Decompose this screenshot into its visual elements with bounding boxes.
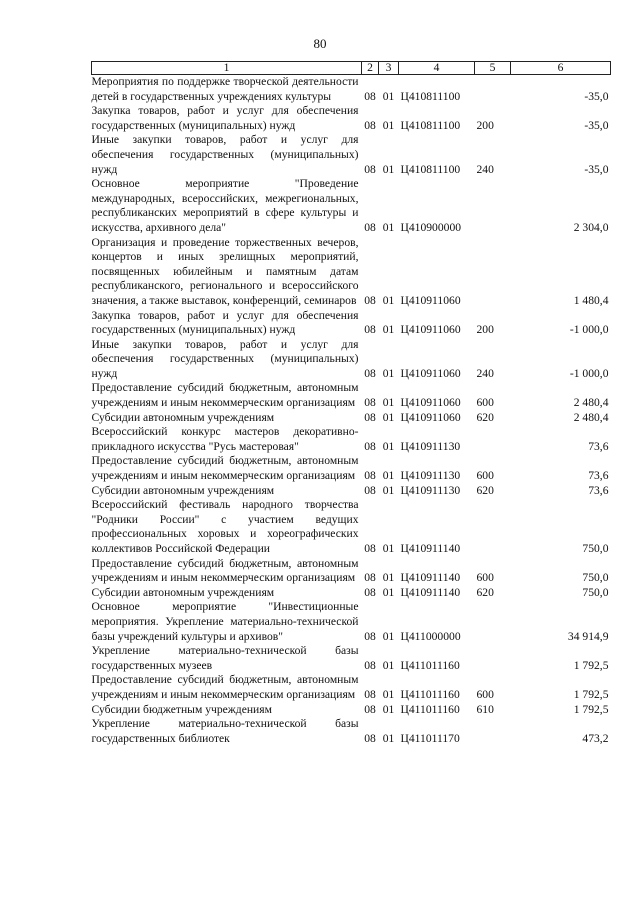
expense-type-code: 240 bbox=[476, 366, 494, 380]
section-code: 08 bbox=[364, 162, 376, 176]
table-row bbox=[92, 425, 611, 454]
section-code: 08 bbox=[364, 687, 376, 701]
amount: -1 000,0 bbox=[569, 323, 609, 337]
amount: 73,6 bbox=[588, 439, 609, 453]
target-article-code: Ц410911140 bbox=[400, 571, 461, 585]
expense-type-code: 620 bbox=[476, 483, 494, 497]
expense-type-code bbox=[475, 425, 511, 454]
table-row bbox=[92, 236, 611, 309]
row-name: Закупка товаров, работ и услуг для обеспечения государственных (муниципальных) нужд bbox=[91, 308, 359, 337]
amount: 1 792,5 bbox=[573, 658, 609, 672]
amount: 34 914,9 bbox=[567, 629, 609, 643]
table-row bbox=[92, 557, 611, 586]
table-row bbox=[92, 104, 611, 133]
subsection-code: 01 bbox=[382, 571, 395, 585]
target-article-code: Ц410911060 bbox=[400, 396, 461, 410]
target-article-code: Ц410911130 bbox=[400, 483, 461, 497]
row-name: Субсидии автономным учреждениям bbox=[91, 410, 275, 424]
expense-type-code: 620 bbox=[476, 410, 494, 424]
expense-type-code bbox=[475, 75, 511, 105]
row-name: Закупка товаров, работ и услуг для обеспечения государственных (муниципальных) нужд bbox=[91, 104, 359, 132]
row-name: Иные закупки товаров, работ и услуг для обеспечения государственных (муниципальных) нужд bbox=[91, 337, 359, 380]
section-code: 08 bbox=[364, 469, 376, 483]
target-article-code: Ц410911060 bbox=[400, 410, 461, 424]
subsection-code: 01 bbox=[382, 220, 395, 234]
subsection-code: 01 bbox=[382, 162, 395, 176]
section-code: 08 bbox=[364, 323, 376, 337]
row-name: Основное мероприятие "Проведение международных, всероссийских, межрегиональных, республиканских мероприятий в сфере культуры и искусства, архивного дела" bbox=[91, 177, 359, 234]
target-article-code: Ц411000000 bbox=[400, 629, 461, 643]
row-name: Предоставление субсидий бюджетным, автономным учреждениям и иным некоммерческим организациям bbox=[91, 673, 359, 701]
row-name: Укрепление материально-технической базы государственных музеев bbox=[91, 644, 359, 672]
amount: 1 792,5 bbox=[573, 702, 609, 716]
header-col-4: 4 bbox=[399, 62, 475, 75]
table-row bbox=[92, 177, 611, 235]
section-code: 08 bbox=[364, 585, 376, 599]
section-code: 08 bbox=[364, 396, 376, 410]
subsection-code: 01 bbox=[382, 702, 395, 716]
amount: 750,0 bbox=[582, 542, 609, 555]
amount: 2 304,0 bbox=[573, 220, 609, 234]
subsection-code: 01 bbox=[382, 366, 395, 380]
expense-type-code bbox=[475, 177, 511, 235]
subsection-code: 01 bbox=[382, 396, 395, 410]
expense-type-code: 600 bbox=[476, 469, 494, 483]
target-article-code: Ц410811100 bbox=[400, 118, 461, 132]
table-row bbox=[92, 673, 611, 702]
header-col-3: 3 bbox=[379, 62, 399, 75]
amount: 1 480,4 bbox=[573, 293, 609, 307]
row-name: Укрепление материально-технической базы государственных библиотек bbox=[91, 717, 359, 745]
section-code: 08 bbox=[364, 410, 376, 424]
page-number: 80 bbox=[313, 36, 327, 51]
amount: 73,6 bbox=[588, 483, 609, 497]
target-article-code: Ц410811100 bbox=[400, 162, 461, 176]
table-row bbox=[92, 498, 611, 556]
row-name: Всероссийский фестиваль народного творчества "Родники России" с участием ведущих профессиональных хоровых и хореографических коллективов Российской Федерации bbox=[91, 498, 359, 555]
target-article-code: Ц410911060 bbox=[400, 323, 461, 337]
target-article-code: Ц411011160 bbox=[400, 658, 460, 672]
row-name: Субсидии бюджетным учреждениям bbox=[91, 702, 272, 716]
target-article-code: Ц410811100 bbox=[400, 89, 461, 103]
expense-type-code: 240 bbox=[476, 162, 494, 176]
section-code: 08 bbox=[364, 220, 376, 234]
budget-table bbox=[91, 61, 611, 746]
table-row bbox=[92, 644, 611, 673]
expense-type-code bbox=[475, 600, 511, 644]
subsection-code: 01 bbox=[382, 469, 395, 483]
section-code: 08 bbox=[364, 571, 376, 585]
amount: -35,0 bbox=[584, 89, 609, 103]
table-row bbox=[92, 381, 611, 410]
section-code: 08 bbox=[364, 542, 376, 555]
table-row bbox=[92, 338, 611, 382]
subsection-code: 01 bbox=[382, 585, 395, 599]
table-row bbox=[92, 454, 611, 483]
table-row bbox=[92, 309, 611, 338]
subsection-code: 01 bbox=[382, 118, 395, 132]
expense-type-code: 610 bbox=[476, 702, 494, 716]
table-row bbox=[92, 411, 611, 426]
expense-type-code: 600 bbox=[476, 396, 494, 410]
expense-type-code: 200 bbox=[476, 118, 494, 132]
amount: 2 480,4 bbox=[573, 410, 609, 424]
expense-type-code: 620 bbox=[476, 585, 494, 599]
table-header bbox=[92, 62, 611, 75]
amount: 750,0 bbox=[582, 571, 609, 585]
table-row bbox=[92, 703, 611, 718]
target-article-code: Ц411011160 bbox=[400, 702, 460, 716]
subsection-code: 01 bbox=[382, 658, 395, 672]
subsection-code: 01 bbox=[382, 687, 395, 701]
section-code: 08 bbox=[364, 293, 376, 307]
amount: 473,2 bbox=[582, 731, 609, 745]
table-row bbox=[92, 75, 611, 105]
header-col-6: 6 bbox=[511, 62, 611, 75]
amount: -35,0 bbox=[584, 162, 609, 176]
row-name: Предоставление субсидий бюджетным, автономным учреждениям и иным некоммерческим организациям bbox=[91, 454, 359, 483]
amount: -35,0 bbox=[584, 118, 609, 132]
row-name: Основное мероприятие "Инвестиционные мероприятия. Укрепление материально-технической базы учреждений культуры и архивов" bbox=[91, 600, 359, 643]
row-name: Организация и проведение торжественных вечеров, концертов и иных зрелищных мероприятий, посвященных юбилейным и памятным датам республиканского, регионального и всероссийского значения, а также выставок, конференций, семинаров bbox=[91, 235, 359, 307]
expense-type-code bbox=[475, 498, 511, 556]
subsection-code: 01 bbox=[382, 731, 395, 745]
subsection-code: 01 bbox=[382, 293, 395, 307]
amount: 1 792,5 bbox=[573, 687, 609, 701]
target-article-code: Ц410900000 bbox=[400, 220, 462, 234]
row-name: Мероприятия по поддержке творческой деятельности детей в государственных учреждениях культуры bbox=[91, 75, 359, 103]
expense-type-code: 600 bbox=[476, 687, 494, 701]
header-col-5: 5 bbox=[475, 62, 511, 75]
section-code: 08 bbox=[364, 629, 376, 643]
amount: 750,0 bbox=[582, 585, 609, 599]
table-body bbox=[92, 75, 611, 747]
expense-type-code bbox=[475, 717, 511, 746]
section-code: 08 bbox=[364, 118, 376, 132]
section-code: 08 bbox=[364, 89, 376, 103]
row-name: Всероссийский конкурс мастеров декоративно-прикладного искусства "Русь мастеровая" bbox=[91, 425, 359, 453]
section-code: 08 bbox=[364, 702, 376, 716]
table-row bbox=[92, 717, 611, 746]
subsection-code: 01 bbox=[382, 323, 395, 337]
target-article-code: Ц410911140 bbox=[400, 585, 461, 599]
table-row bbox=[92, 484, 611, 499]
target-article-code: Ц410911130 bbox=[400, 469, 461, 483]
subsection-code: 01 bbox=[382, 629, 395, 643]
subsection-code: 01 bbox=[382, 483, 395, 497]
section-code: 08 bbox=[364, 483, 376, 497]
row-name: Предоставление субсидий бюджетным, автономным учреждениям и иным некоммерческим организациям bbox=[91, 381, 359, 410]
expense-type-code: 600 bbox=[476, 571, 494, 585]
subsection-code: 01 bbox=[382, 89, 395, 103]
header-col-2: 2 bbox=[362, 62, 379, 75]
table-row bbox=[92, 133, 611, 177]
section-code: 08 bbox=[364, 731, 376, 745]
row-name: Субсидии автономным учреждениям bbox=[91, 585, 275, 599]
subsection-code: 01 bbox=[382, 542, 395, 555]
expense-type-code: 200 bbox=[476, 323, 494, 337]
header-row bbox=[92, 62, 611, 75]
header-col-1: 1 bbox=[92, 62, 362, 75]
row-name: Субсидии автономным учреждениям bbox=[91, 483, 275, 497]
subsection-code: 01 bbox=[382, 410, 395, 424]
subsection-code: 01 bbox=[382, 439, 395, 453]
target-article-code: Ц410911130 bbox=[400, 439, 461, 453]
section-code: 08 bbox=[364, 658, 376, 672]
table-row bbox=[92, 586, 611, 601]
amount: 73,6 bbox=[588, 469, 609, 483]
target-article-code: Ц410911060 bbox=[400, 293, 461, 307]
section-code: 08 bbox=[364, 366, 376, 380]
target-article-code: Ц411011160 bbox=[400, 687, 460, 701]
target-article-code: Ц410911140 bbox=[400, 542, 461, 555]
target-article-code: Ц411011170 bbox=[400, 731, 460, 745]
section-code: 08 bbox=[364, 439, 376, 453]
expense-type-code bbox=[475, 236, 511, 309]
target-article-code: Ц410911060 bbox=[400, 366, 461, 380]
amount: -1 000,0 bbox=[569, 366, 609, 380]
row-name: Предоставление субсидий бюджетным, автономным учреждениям и иным некоммерческим организациям bbox=[91, 556, 359, 585]
table-row bbox=[92, 600, 611, 644]
amount: 2 480,4 bbox=[573, 396, 609, 410]
expense-type-code bbox=[475, 644, 511, 673]
row-name: Иные закупки товаров, работ и услуг для обеспечения государственных (муниципальных) нужд bbox=[91, 133, 359, 176]
